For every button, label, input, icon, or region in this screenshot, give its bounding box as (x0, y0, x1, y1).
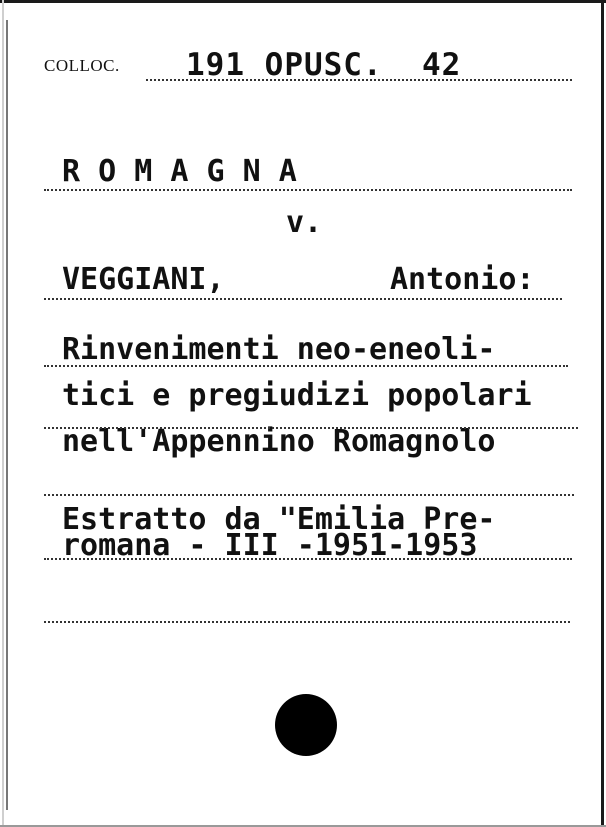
author-forename: Antonio: (390, 262, 535, 297)
empty-rule (44, 621, 570, 623)
see-reference: v. (286, 205, 323, 240)
colloc-label: COLLOC. (44, 56, 120, 75)
subject-rule (44, 189, 572, 191)
colloc-rule (146, 79, 572, 81)
card-right-edge (601, 0, 604, 827)
shelfmark: 191 OPUSC. 42 (186, 47, 462, 83)
source-line-2: romana - III -1951-1953 (62, 528, 478, 563)
card-left-shadow (2, 0, 4, 827)
title-rule-3 (44, 494, 574, 496)
author-rule (44, 298, 562, 300)
author-surname: VEGGIANI, (62, 262, 225, 297)
title-line-3: nell'Appennino Romagnolo (62, 424, 496, 459)
title-rule-1 (44, 365, 568, 367)
title-rule-2 (44, 427, 578, 429)
punch-hole (275, 694, 337, 756)
card-left-edge (6, 20, 8, 810)
subject-heading: R O M A G N A (62, 154, 297, 189)
title-line-2: tici e pregiudizi popolari (62, 378, 532, 413)
card-top-edge (0, 0, 606, 3)
title-line-1: Rinvenimenti neo-eneoli- (62, 332, 496, 367)
source-rule (44, 558, 572, 560)
source-line-1: Estratto da "Emilia Pre- (62, 502, 496, 537)
